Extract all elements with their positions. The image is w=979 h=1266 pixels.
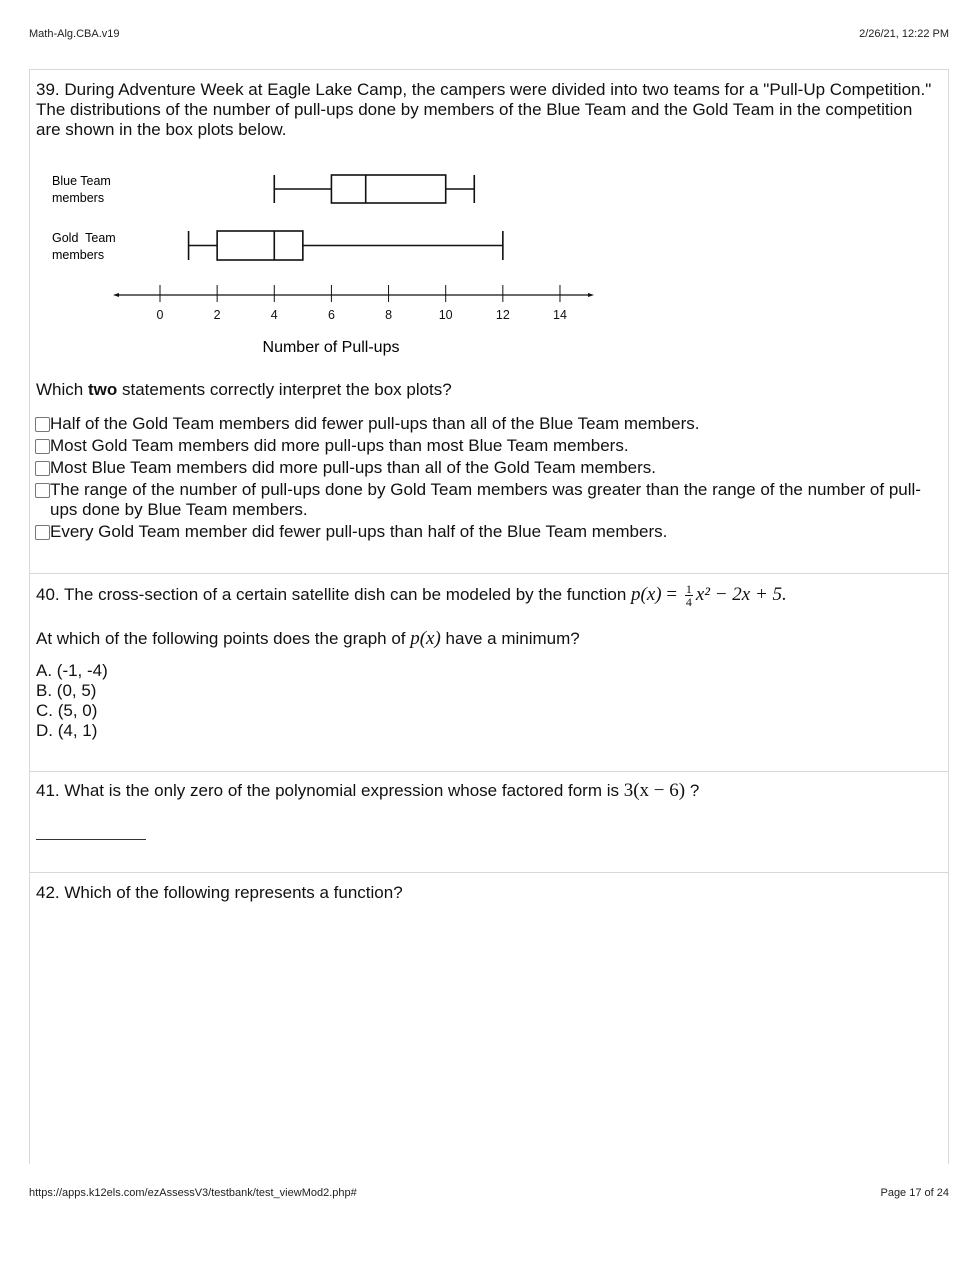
q40-options — [36, 661, 936, 741]
gold-box — [217, 231, 303, 260]
blue-team-label-1: Blue Team — [52, 174, 111, 188]
x-tick-label: 2 — [213, 308, 221, 322]
axis-arrow-left — [113, 293, 119, 297]
option-checkbox[interactable] — [35, 461, 50, 476]
question-40: 40. The cross-section of a certain satellite dish can be modeled by the function p(x) = $\frac{1}{4}$ x² − 2x + 5. — [36, 582, 787, 609]
print-footer-page: Page 17 of 24 — [880, 1187, 949, 1199]
x-tick-label: 8 — [385, 308, 393, 322]
print-footer-url: https://apps.k12els.com/ezAssessV3/testbank/test_viewMod2.php# — [29, 1187, 357, 1199]
axis-arrow-right — [588, 293, 594, 297]
option-label: The range of the number of pull-ups done by Gold Team members was greater than the range of the number of pull-ups done by Blue Team members. — [50, 480, 921, 519]
blue-team-label-2: members — [52, 191, 105, 205]
x-tick-label: 12 — [495, 308, 510, 322]
option-c[interactable]: C. (5, 0) — [36, 701, 98, 720]
x-tick-label: 10 — [438, 308, 453, 322]
question-42: 42. Which of the following represents a function? — [36, 883, 403, 902]
option-b[interactable]: B. (0, 5) — [36, 681, 97, 700]
option-label: Every Gold Team member did fewer pull-ups than half of the Blue Team members. — [50, 522, 668, 541]
option-checkbox[interactable] — [35, 439, 50, 454]
q40-prompt: At which of the following points does the graph of p(x) have a minimum? — [36, 628, 580, 649]
q39-prompt: Which two statements correctly interpret the box plots? — [36, 380, 452, 399]
fraction: $\frac{1}{4}$ — [685, 582, 692, 609]
q39-stem: 39. During Adventure Week at Eagle Lake Camp, the campers were divided into two teams for a "Pull-Up Competition." The distributions of the number of pull-ups done by members of the Blue Team and the Gold Team in the competition are shown in the box plots below. — [36, 80, 932, 139]
question-39 — [36, 80, 936, 140]
gold-team-label-2: members — [52, 248, 105, 262]
divider — [30, 771, 948, 772]
option-checkbox[interactable] — [35, 483, 50, 498]
divider — [30, 573, 948, 574]
blue-box — [331, 175, 445, 203]
option-label: Most Blue Team members did more pull-ups than all of the Gold Team members. — [50, 458, 656, 477]
gold-team-label-1: Gold Team — [52, 231, 116, 245]
question-41: 41. What is the only zero of the polynomial expression whose factored form is 3(x − 6) ? — [36, 780, 700, 801]
option-checkbox[interactable] — [35, 525, 50, 540]
x-axis-label: Number of Pull-ups — [262, 339, 400, 356]
print-header-date: 2/26/21, 12:22 PM — [859, 28, 949, 40]
x-tick-label: 0 — [156, 308, 164, 322]
divider — [30, 872, 948, 873]
option-checkbox[interactable] — [35, 417, 50, 432]
x-tick-label: 4 — [270, 308, 278, 322]
option-label: Most Gold Team members did more pull-ups than most Blue Team members. — [50, 436, 629, 455]
option-d[interactable]: D. (4, 1) — [36, 721, 98, 740]
answer-blank[interactable] — [36, 839, 146, 840]
option-label: Half of the Gold Team members did fewer pull-ups than all of the Blue Team members. — [50, 414, 700, 433]
box-plot-chart — [40, 160, 610, 360]
x-tick-label: 6 — [327, 308, 335, 322]
x-tick-label: 14 — [553, 308, 567, 322]
option-a[interactable]: A. (-1, -4) — [36, 661, 108, 680]
q39-options — [35, 414, 935, 542]
print-header-title: Math-Alg.CBA.v19 — [29, 28, 120, 40]
